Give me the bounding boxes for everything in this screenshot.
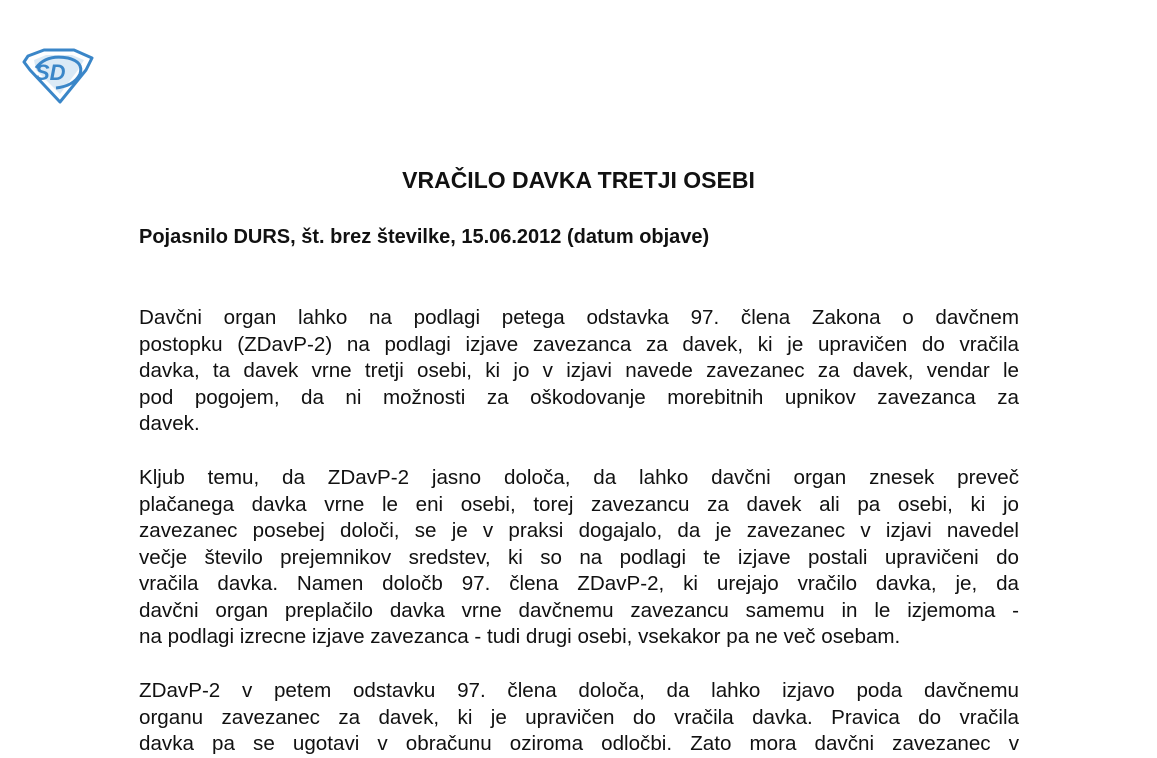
paragraph-3 xyxy=(139,678,1019,758)
paragraph-line: davek. xyxy=(139,412,200,435)
paragraph-line: vračila davka. Namen določb 97. člena ZDavP-2, ki urejajo vračilo davka, je, da xyxy=(139,572,1019,595)
paragraph-line: davka, ta davek vrne tretji osebi, ki jo v izjavi navede zavezanec za davek, vendar le xyxy=(139,359,1019,382)
paragraph-line: postopku (ZDavP-2) na podlagi izjave zavezanca za davek, ki je upravičen do vračila xyxy=(139,332,1019,356)
paragraph-line: ZDavP-2 v petem odstavku 97. člena določa, da lahko izjavo poda davčnemu xyxy=(139,679,1019,702)
logo-letters: SD xyxy=(35,60,66,85)
company-logo xyxy=(22,48,96,104)
paragraph-line: plačanega davka vrne le eni osebi, torej zavezancu za davek ali pa osebi, ki jo xyxy=(139,492,1019,516)
paragraph-line: davčni organ preplačilo davka vrne davčnemu zavezancu samemu in le izjemoma - xyxy=(139,598,1019,622)
document-subtitle: Pojasnilo DURS, št. brez številke, 15.06.2012 (datum objave) xyxy=(139,226,710,248)
paragraph-line: pod pogojem, da ni možnosti za oškodovanje morebitnih upnikov zavezanca za xyxy=(139,385,1019,409)
document-title: VRAČILO DAVKA TRETJI OSEBI xyxy=(402,167,755,193)
paragraph-line: organu zavezanec za davek, ki je upravičen do vračila davka. Pravica do vračila xyxy=(139,705,1019,729)
diamond-logo-icon xyxy=(22,48,96,104)
paragraph-line: večje število prejemnikov sredstev, ki so na podlagi te izjave postali upravičeni do xyxy=(139,545,1019,569)
paragraph-2 xyxy=(139,465,1019,651)
paragraph-1 xyxy=(139,305,1019,438)
paragraph-line: na podlagi izrecne izjave zavezanca - tudi drugi osebi, vsekakor pa ne več osebam. xyxy=(139,625,901,648)
paragraph-line: Davčni organ lahko na podlagi petega odstavka 97. člena Zakona o davčnem xyxy=(139,306,1019,329)
paragraph-line: zavezanec posebej določi, se je v praksi dogajalo, da je zavezanec v izjavi navedel xyxy=(139,519,1019,542)
paragraph-line: davka pa se ugotavi v obračunu oziroma odločbi. Zato mora davčni zavezanec v xyxy=(139,732,1019,755)
paragraph-line: Kljub temu, da ZDavP-2 jasno določa, da lahko davčni organ znesek preveč xyxy=(139,466,1019,489)
